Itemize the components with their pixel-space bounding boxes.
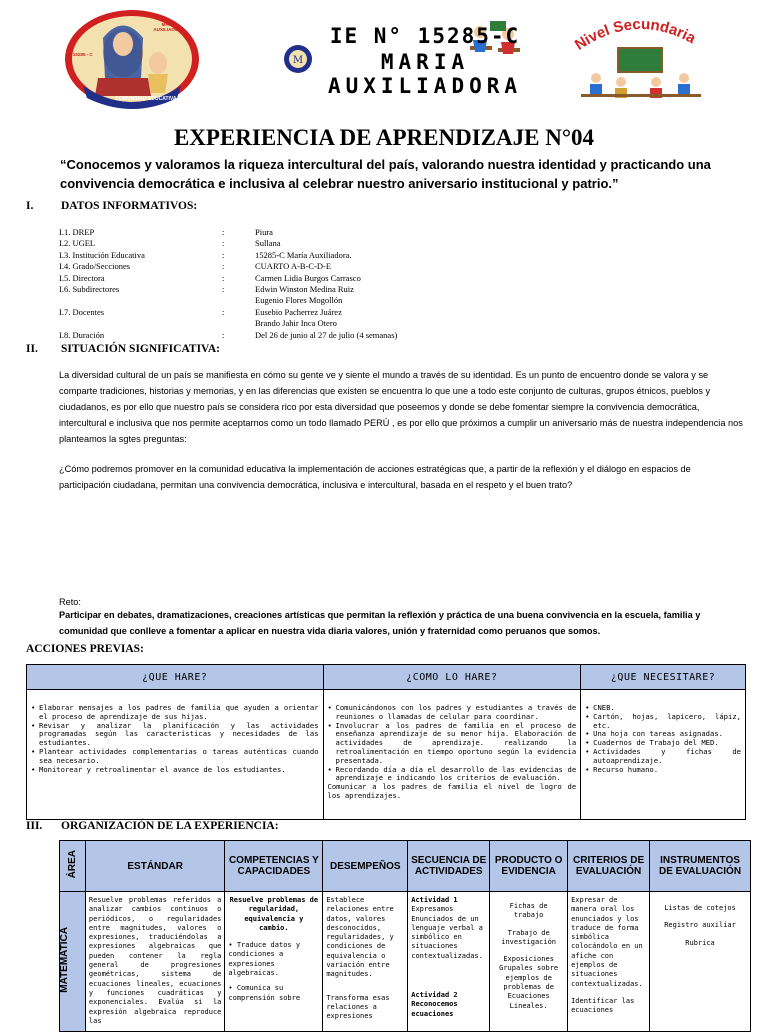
dato-row bbox=[59, 284, 479, 295]
dato-row bbox=[59, 273, 479, 284]
section-label: DATOS INFORMATIVOS: bbox=[61, 200, 198, 212]
dato-value: Del 26 de junio al 27 de julio (4 semanas) bbox=[255, 329, 398, 340]
school-name-line2: MARIA bbox=[380, 50, 470, 74]
situacion-text: La diversidad cultural de un país se manifiesta en cómo su gente ve y siente el mundo a través de su identidad. Es un punto de encuentro donde se valora y se comparte tradiciones, historias y memorias, y en las diferencias que existen se encuentra lo que une a todo este conjunto de culturas, grupos étnicos, pueblos y ciudadanos, es por ello que nuestro país se considera rico por esta diversidad que poseemos y donde se debe fomentar siempre la convivencia democrática, intercultural e inclusiva que nos permite aceptarnos como un todo llamado PERÚ , es por ello que próximos a cumplir un aniversario más de nuestra independencia nos planteamos la sgtes preguntas: bbox=[59, 370, 743, 444]
section-number: I. bbox=[26, 200, 34, 212]
crest-top-text: MARIA AUXILIADORA bbox=[153, 22, 185, 32]
nivel-secundaria-logo bbox=[566, 12, 716, 104]
section-organizacion-heading bbox=[26, 820, 426, 834]
activity-title: Actividad 1 bbox=[411, 896, 458, 904]
dato-value: Edwin Winston Medina Ruiz bbox=[255, 283, 354, 294]
secuencia-cell bbox=[408, 892, 490, 1032]
list-item-tail: Comunicar a los padres de familia el nivel de logro de los aprendizajes. bbox=[327, 782, 577, 800]
criterios-cell bbox=[568, 892, 650, 1032]
svg-text:M: M bbox=[292, 55, 304, 66]
list-item: Registro auxiliar bbox=[664, 921, 736, 930]
table-header-que-hare: ¿QUE HARE? bbox=[27, 665, 324, 690]
list-item: Exposiciones Grupales sobre ejemplos de problemas de Ecuaciones Lineales. bbox=[499, 955, 559, 1010]
dato-row bbox=[59, 330, 479, 341]
datos-list bbox=[59, 227, 479, 341]
list-item: Transforma esas relaciones a expresiones bbox=[326, 993, 390, 1021]
list-item: Trabajo de investigación bbox=[501, 928, 557, 946]
acciones-col-como-lo-hare bbox=[323, 690, 581, 820]
reto-text: Participar en debates, dramatizaciones, creaciones artísticas que permitan la reflexión y práctica de una buena convivencia en la escuela, familia y comunidad que conlleve a fomentar a aplicar en nuestra vida diaria valores, unión y fraternidad como peruanos que somos. bbox=[59, 610, 701, 636]
competencia-title: Resuelve problemas de regularidad, equivalencia y cambio. bbox=[229, 896, 319, 932]
list-item: Establece relaciones entre datos, valores desconocidos, regularidades, y condiciones de equivalencia o variación entre magnitudes. bbox=[326, 896, 394, 979]
activity-description: Expresamos Enunciados de un lenguaje verbal a simbólico en situaciones contextualizadas. bbox=[411, 905, 483, 960]
page-title: EXPERIENCIA DE APRENDIZAJE N°04 bbox=[173, 125, 595, 150]
dato-key: I.7. Docentes bbox=[59, 306, 105, 317]
section-number: III. bbox=[26, 820, 43, 832]
producto-cell bbox=[490, 892, 568, 1032]
list-item: Identificar las ecuaciones bbox=[571, 996, 635, 1015]
dato-separator: : bbox=[222, 227, 225, 237]
acciones-previas-heading: ACCIONES PREVIAS: bbox=[26, 643, 144, 655]
list-item: • Elaborar mensajes a los padres de familia que ayuden a orientar el proceso de aprendizaje de sus hijas. bbox=[31, 704, 319, 722]
dato-value: Sullana bbox=[255, 238, 281, 249]
table-header-criterios: CRITERIOS DE EVALUACIÓN bbox=[568, 841, 650, 892]
dato-row bbox=[59, 261, 479, 272]
nivel-secundaria-text: Nivel Secundaria bbox=[571, 15, 699, 54]
section-label: SITUACIÓN SIGNIFICATIVA: bbox=[61, 343, 221, 355]
dato-value: 15285-C María Auxiliadora. bbox=[255, 249, 352, 260]
organizacion-table bbox=[59, 840, 751, 1032]
dato-separator: : bbox=[222, 261, 225, 272]
table-header-desempenos: DESEMPEÑOS bbox=[323, 841, 408, 892]
dato-row bbox=[59, 307, 479, 318]
dato-row bbox=[59, 295, 479, 306]
instrumentos-cell bbox=[650, 892, 751, 1032]
dato-value: Carmen Lidia Burgos Carrasco bbox=[255, 272, 361, 283]
dato-value: Eugenio Flores Mogollón bbox=[255, 295, 343, 306]
crest-bottom-text: COMUNIDAD EDUCATIVA bbox=[115, 96, 177, 102]
dato-key: I.8. Duración bbox=[59, 329, 105, 340]
dato-separator: : bbox=[222, 329, 225, 340]
pregunta-retadora: ¿Cómo podremos promover en la comunidad educativa la implementación de acciones estratégicas que, a partir de la reflexión y el diálogo en espacios de participación ciudadana, permitan una convivencia democrática, inclusiva e intercultural, basada en el respeto y el buen trato? bbox=[59, 464, 691, 490]
table-header-secuencia: SECUENCIA DE ACTIVIDADES bbox=[408, 841, 490, 892]
list-item: • Plantear actividades complementarias o tareas auténticas cuando sea necesario. bbox=[31, 748, 319, 766]
section-datos-heading bbox=[26, 200, 426, 214]
list-item: • Monitorear y retroalimentar el avance de los estudiantes. bbox=[31, 766, 319, 775]
list-item: • Revisar y analizar la planificación y las actividades programadas según las características y necesidades de las estudiantes. bbox=[31, 722, 319, 748]
dato-key: I.2. UGEL bbox=[59, 238, 96, 249]
dato-row bbox=[59, 250, 479, 261]
dato-value: CUARTO A-B-C-D-E bbox=[255, 261, 332, 272]
list-item: • Traduce datos y condiciones a expresiones algebraicas. bbox=[228, 941, 301, 978]
dato-row bbox=[59, 238, 479, 249]
list-item: • Actividades y fichas de autoaprendizaje. bbox=[585, 748, 741, 766]
experience-quote: “Conocemos y valoramos la riqueza intercultural del país, valorando nuestra identidad y practicando una convivencia democrática e inclusiva al celebrar nuestro aniversario institucional y patrio.” bbox=[60, 157, 711, 191]
table-header-area: ÁREA bbox=[60, 841, 86, 892]
school-crest-logo bbox=[63, 8, 201, 110]
dato-separator: : bbox=[222, 283, 225, 294]
list-item: • CNEB. bbox=[585, 704, 741, 713]
dato-value: Piura bbox=[255, 227, 273, 237]
acciones-col-que-hare bbox=[27, 690, 324, 820]
acciones-col-que-necesitare bbox=[581, 690, 746, 820]
section-number: II. bbox=[26, 343, 38, 355]
list-item: • Recordando día a día el desarrollo de las evidencias de aprendizaje e indicando los criterios de evaluación. bbox=[328, 766, 577, 784]
list-item: • Recurso humano. bbox=[585, 766, 741, 775]
list-item: • Una hoja con tareas asignadas. bbox=[585, 730, 741, 739]
competencias-cell bbox=[225, 892, 323, 1032]
list-item: Fichas de trabajo bbox=[509, 902, 548, 920]
section-label: ORGANIZACIÓN DE LA EXPERIENCIA: bbox=[61, 820, 279, 832]
activity-title: Actividad 2 bbox=[411, 991, 458, 1000]
estandar-cell: Resuelve problemas referidos a analizar cambios continuos o periódicos, o regularidades entre magnitudes, valores o expresiones, traduciéndolas a expresiones algebraicas que pueden contener la regla general de progresiones geométricas, sistema de ecuaciones lineales, ecuaciones y funciones cuadráticas y exponenciales. Evalúa si la expresión algebraica reproduce las bbox=[85, 892, 224, 1032]
list-item: • Comunicándonos con los padres y estudiantes a través de reuniones o llamadas de celular para coordinar. bbox=[328, 704, 577, 722]
desempenos-cell bbox=[323, 892, 408, 1032]
dato-row bbox=[59, 227, 479, 238]
school-name-line3: AUXILIADORA bbox=[327, 74, 523, 98]
dato-value: Brando Jahir Inca Otero bbox=[255, 318, 337, 329]
list-item: • Cartón, hojas, lapicero, lápiz, etc. bbox=[585, 713, 741, 731]
dato-separator: : bbox=[222, 306, 225, 317]
list-item: Rubrica bbox=[685, 938, 715, 947]
dato-key: I.1. DREP bbox=[59, 227, 95, 237]
list-item: • Comunica su comprensión sobre bbox=[228, 984, 301, 1002]
area-label: MATEMATICA bbox=[59, 926, 70, 993]
table-header-competencias: COMPETENCIAS Y CAPACIDADES bbox=[225, 841, 323, 892]
list-item: Listas de cotejos bbox=[664, 904, 736, 912]
acciones-previas-table bbox=[26, 664, 746, 820]
activity-description: Reconocemos ecuaciones bbox=[411, 1000, 458, 1018]
crest-ie-text: IE 15285 - C bbox=[67, 52, 93, 57]
dato-separator: : bbox=[222, 249, 225, 260]
dato-key: I.4. Grado/Secciones bbox=[59, 261, 131, 272]
table-header-estandar: ESTÁNDAR bbox=[85, 841, 224, 892]
dato-key: I.5. Directora bbox=[59, 272, 105, 283]
dato-separator: : bbox=[222, 238, 225, 249]
school-name-block bbox=[280, 22, 570, 98]
list-item: • Cuadernos de Trabajo del MED. bbox=[585, 739, 741, 748]
dato-key: I.6. Subdirectores bbox=[59, 283, 120, 294]
dato-row bbox=[59, 318, 479, 329]
table-header-producto: PRODUCTO O EVIDENCIA bbox=[490, 841, 568, 892]
school-name-line1: IE N° 15285-C bbox=[329, 24, 521, 48]
table-header-instrumentos: INSTRUMENTOS DE EVALUACIÓN bbox=[650, 841, 751, 892]
list-item: • Involucrar a los padres de familia en el proceso de enseñanza aprendizaje de su menor hija. Elaboración de actividades de aprendizaje. realizando la retroalimentación en tiempo oportuno según la evidencia presentada. bbox=[328, 722, 577, 766]
table-header-que-necesitare: ¿QUE NECESITARE? bbox=[581, 665, 746, 690]
section-situacion-heading bbox=[26, 343, 426, 357]
dato-separator: : bbox=[222, 272, 225, 283]
table-header-como-lo-hare: ¿COMO LO HARE? bbox=[323, 665, 581, 690]
area-cell bbox=[60, 892, 86, 1032]
list-item: Expresar de manera oral los enunciados y los traduce de forma simbólica colocándolo en un afiche con ejemplos de situaciones contextualizadas. bbox=[571, 896, 643, 988]
reto-label: Reto: bbox=[59, 597, 81, 607]
dato-value: Eusebio Pacherrez Juárez bbox=[255, 306, 342, 317]
dato-key: I.3. Institución Educativa bbox=[59, 249, 145, 260]
